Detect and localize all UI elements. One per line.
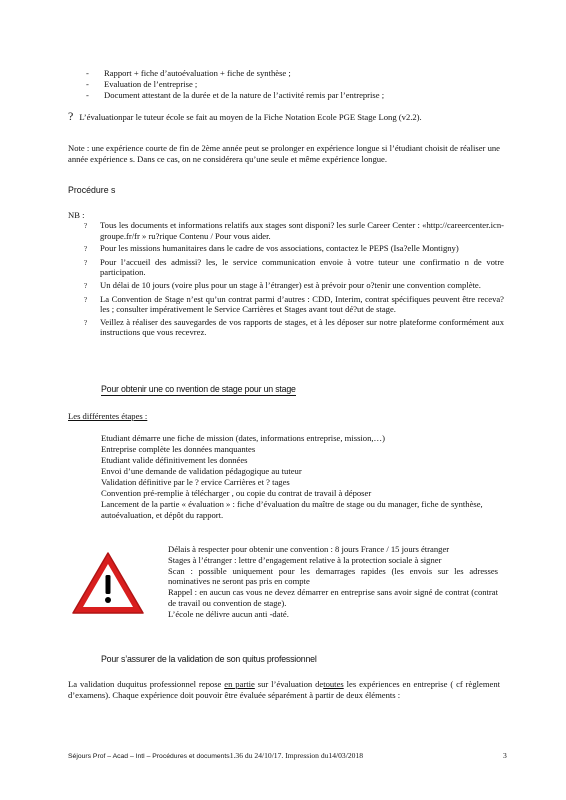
list-item: ? Un délai de 10 jours (voire plus pour un stage à l’étranger) est à prévoir pour o?tenir une convention complète. (84, 279, 481, 290)
quitus-heading: Pour s’assurer de la validation de son quitus professionnel (101, 654, 317, 664)
nb-list (84, 220, 504, 340)
step-item: Entreprise complète les données manquantes (101, 444, 256, 454)
warning-line: Scan : possible uniquement pour les demarrages rapides (les envois sur les adresses nominatives ne seront pas pris en compte (168, 565, 498, 587)
step-item: Etudiant démarre une fiche de mission (dates, informations entreprise, mission,…) (101, 433, 385, 443)
list-item: ? Tous les documents et informations relatifs aux stages sont disponi? les surle Career Center : «http://careercenter.icn-groupe.fr/fr » ru?rique Contenu / Pour vous aider. (84, 220, 504, 241)
warning-line: Délais à respecter pour obtenir une convention : 8 jours France / 15 jours étranger (168, 544, 450, 554)
list-item: ? Pour l’accueil des admissi? les, le service communication envoie à votre tuteur une confirmatio n de votre participation. (84, 256, 504, 278)
note-paragraph: Note : une expérience courte de fin de 2ème année peut se prolonger en expérience longue si l’étudiant choisit de réaliser une année expérience s. Dans ce cas, on ne considérera qu’une seule et même expérience longue. (68, 143, 500, 164)
step-item: Validation définitive par le ? ervice Carrières et ? tages (101, 477, 290, 487)
list-item: - Document attestant de la durée et de la nature de l’activité remis par l’entreprise ; (86, 90, 385, 100)
question-bullet-icon: ? (68, 109, 74, 123)
step-item: Envoi d’une demande de validation pédagogique au tuteur (101, 466, 302, 476)
list-item: ? Pour les missions humanitaires dans le cadre de vos associations, contactez le PEPS (Isa?elle Montigny) (84, 243, 459, 254)
page-number: 3 (503, 751, 507, 760)
steps-heading: Les différentes étapes : (68, 411, 148, 421)
convention-heading: Pour obtenir une co nvention de stage pour un stage (101, 384, 296, 396)
evaluation-line: ? L’évaluationpar le tuteur école se fait au moyen de la Fiche Notation Ecole PGE Stage Long (v2.2). (68, 109, 422, 123)
warning-line: L’école ne délivre aucun anti -daté. (168, 608, 289, 619)
list-item: ? La Convention de Stage n’est qu’un contrat parmi d’autres : CDD, Interim, contrat spécifiques peuvent être receva?les ; consulter impérativement le Service Carrières et Stages avant tout dé?ut de stage. (84, 293, 504, 315)
quitus-paragraph: La validation duquitus professionnel repose en partie sur l’évaluation detoutes les expériences en entreprise ( cf règlement d’examens). Chaque expérience doit pouvoir être évaluée séparément à partir de deux éléments : (68, 679, 501, 700)
list-item: - Evaluation de l’entreprise ; (86, 79, 198, 89)
list-item: ? Veillez à réaliser des sauvegardes de vos rapports de stages, et à les déposer sur notre plateforme conformément aux instructions que vous recevrez. (84, 316, 504, 338)
warning-line: Stages à l’étranger : lettre d’engagement relative à la protection sociale à signer (168, 554, 442, 565)
top-list (86, 68, 506, 101)
step-item: Convention pré-remplie à télécharger , ou copie du contrat de travail à déposer (101, 488, 372, 498)
warning-line: Rappel : en aucun cas vous ne devez démarrer en entreprise sans avoir signé de contrat (contrat de travail ou convention de stage). (168, 587, 498, 608)
steps-list (101, 433, 501, 521)
list-item: - Rapport + fiche d’autoévaluation + fiche de synthèse ; (86, 68, 291, 78)
nb-label: NB : (68, 210, 85, 220)
procedure-heading: Procédure s (68, 185, 116, 195)
page-footer: Séjours Prof – Acad – Intl – Procédures et documents1.36 du 24/10/17. Impression du14/03/2018 (68, 751, 364, 760)
step-item: Lancement de la partie « évaluation » : fiche d’évaluation du maître de stage ou du manager, fiche de synthèse, autoévaluation, et dépôt du rapport. (101, 499, 483, 520)
warning-triangle-icon (70, 550, 146, 616)
step-item: Etudiant valide définitivement les données (101, 455, 248, 465)
warning-text (168, 544, 498, 620)
